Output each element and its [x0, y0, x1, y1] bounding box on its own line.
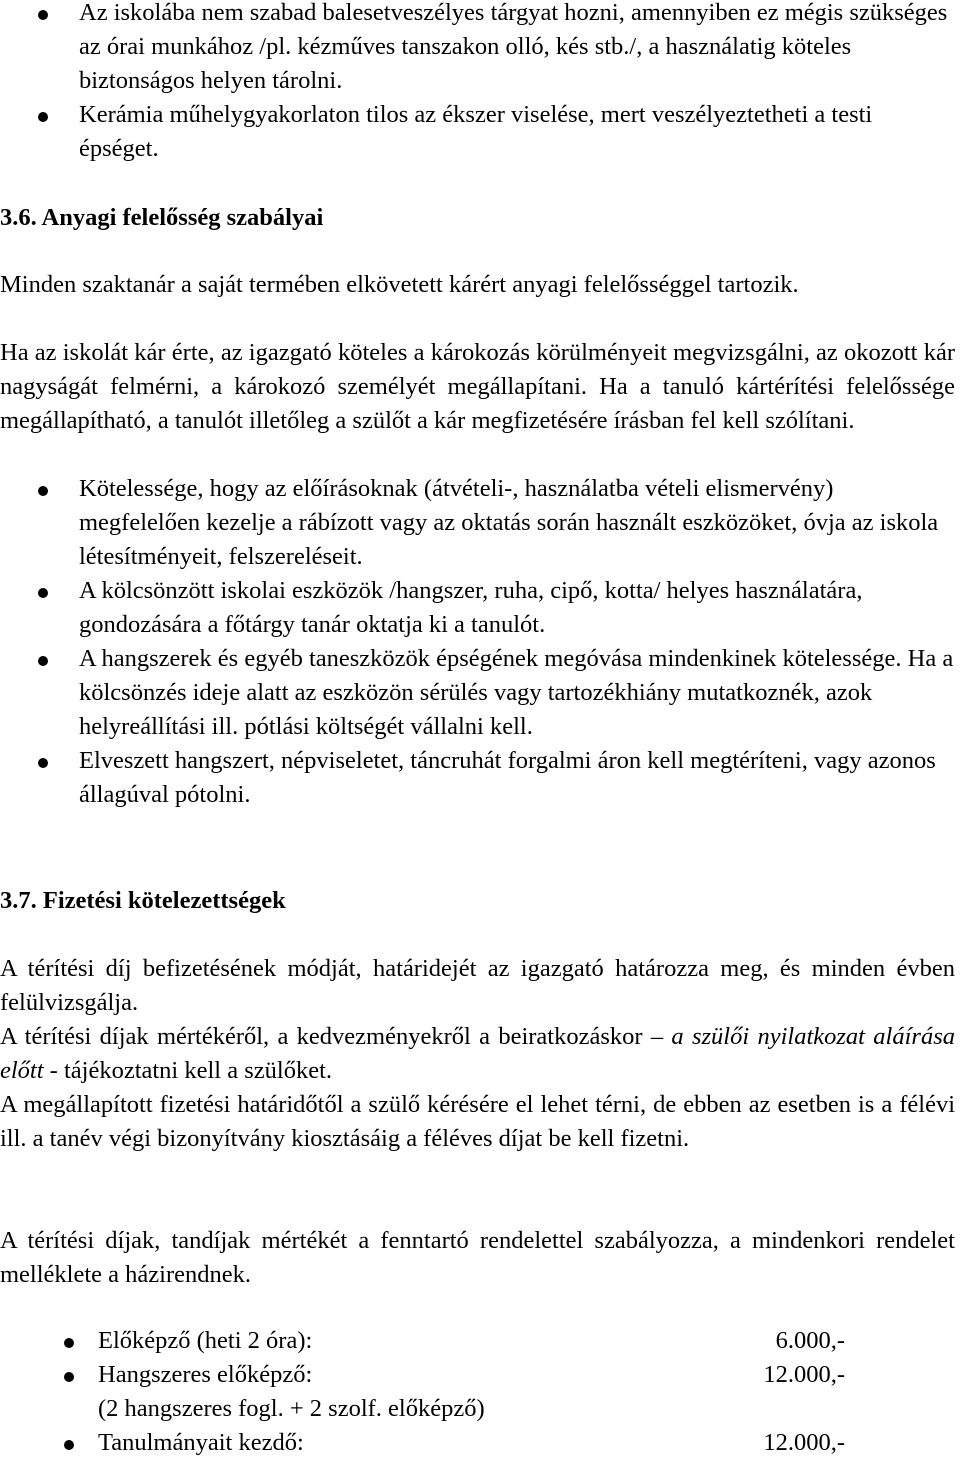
bullet-icon: [64, 1372, 74, 1382]
list-item-text: Kerámia műhelygyakorlaton tilos az ékszer viselése, mert veszélyeztetheti a testi épséget.: [79, 101, 873, 162]
list-item-text: A kölcsönzött iskolai eszközök /hangszer, ruha, cipő, kotta/ helyes használatára, gondozására a főtárgy tanár oktatja ki a tanulót.: [79, 577, 863, 638]
list-item: [0, 744, 955, 812]
fee-label: Hangszeres előképző:: [98, 1361, 313, 1388]
list-item: [0, 98, 955, 166]
fee-amount: 12.000,-: [763, 1429, 845, 1456]
fee-note: (2 hangszeres fogl. + 2 szolf. előképző): [98, 1395, 485, 1422]
fee-row: [0, 1358, 900, 1392]
paragraph: A megállapított fizetési határidőtől a szülő kérésére el lehet térni, de ebben az esetben is a félévi ill. a tanév végi bizonyítvány kiosztásáig a féléves díjat be kell fizetni.: [0, 1091, 955, 1152]
list-item: [0, 642, 955, 744]
list-item: [0, 0, 955, 98]
section-heading-3-7: 3.7. Fizetési kötelezettségek: [0, 887, 286, 914]
list-item: [0, 574, 955, 642]
paragraph: [0, 1020, 955, 1088]
list-item-text: A hangszerek és egyéb taneszközök épségének megóvása mindenkinek kötelessége. Ha a kölcsönzés ideje alatt az eszközön sérülés vagy tartozékhiány mutatkoznék, azok helyreállítási ill. pótlási költségét vállalni kell.: [79, 645, 954, 740]
safety-bullet-list: [0, 0, 955, 166]
fee-list: [0, 1324, 900, 1460]
fee-amount: 12.000,-: [763, 1361, 845, 1388]
list-item: [0, 472, 955, 574]
paragraph: Ha az iskolát kár érte, az igazgató köteles a károkozás körülményeit megvizsgálni, az okozott kár nagyságát felmérni, a károkozó személyét megállapítani. Ha a tanuló kártérítési felelőssége megállapítható, a tanulót illetőleg a szülőt a kár megfizetésére írásban fel kell szólítani.: [0, 339, 955, 434]
section-heading-3-6: 3.6. Anyagi felelősség szabályai: [0, 204, 324, 231]
fee-row: [0, 1324, 900, 1358]
bullet-icon: [38, 10, 48, 20]
bullet-icon: [38, 112, 48, 122]
bullet-icon: [64, 1338, 74, 1348]
paragraph-italic-text: a szülői nyilatkozat aláírása előtt: [0, 1023, 955, 1084]
fee-row: [0, 1426, 900, 1460]
fee-note-row: [0, 1392, 900, 1426]
fee-label: Tanulmányait kezdő:: [98, 1429, 304, 1456]
list-item-text: Kötelessége, hogy az előírásoknak (átvételi-, használatba vételi elismervény) megfelelően kezelje a rábízott vagy az oktatás során használt eszközöket, óvja az iskola létesítményeit, felszereléseit.: [79, 475, 939, 570]
list-item-text: Elveszett hangszert, népviseletet, táncruhát forgalmi áron kell megtéríteni, vagy azonos állagúval pótolni.: [79, 747, 936, 808]
bullet-icon: [64, 1440, 74, 1450]
paragraph: A térítési díj befizetésének módját, határidejét az igazgató határozza meg, és minden évben felülvizsgálja.: [0, 955, 955, 1016]
bullet-icon: [38, 656, 48, 666]
list-item-text: Az iskolába nem szabad balesetveszélyes tárgyat hozni, amennyiben ez mégis szükséges az órai munkához /pl. kézműves tanszakon olló, kés stb./, a használatig köteles biztonságos helyen tárolni.: [79, 0, 948, 94]
responsibility-bullet-list: [0, 472, 955, 812]
bullet-icon: [38, 588, 48, 598]
fee-amount: 6.000,-: [775, 1327, 845, 1354]
paragraph: Minden szaktanár a saját termében elkövetett kárért anyagi felelősséggel tartozik.: [0, 271, 799, 298]
paragraph: A térítési díjak, tandíjak mértékét a fenntartó rendelettel szabályozza, a mindenkori rendelet melléklete a házirendnek.: [0, 1227, 955, 1288]
bullet-icon: [38, 486, 48, 496]
bullet-icon: [38, 758, 48, 768]
fee-label: Előképző (heti 2 óra):: [98, 1327, 313, 1354]
paragraph-text: - tájékoztatni kell a szülőket.: [43, 1057, 332, 1084]
paragraph-text: A térítési díjak mértékéről, a kedvezményekről a beiratkozáskor –: [0, 1023, 672, 1050]
